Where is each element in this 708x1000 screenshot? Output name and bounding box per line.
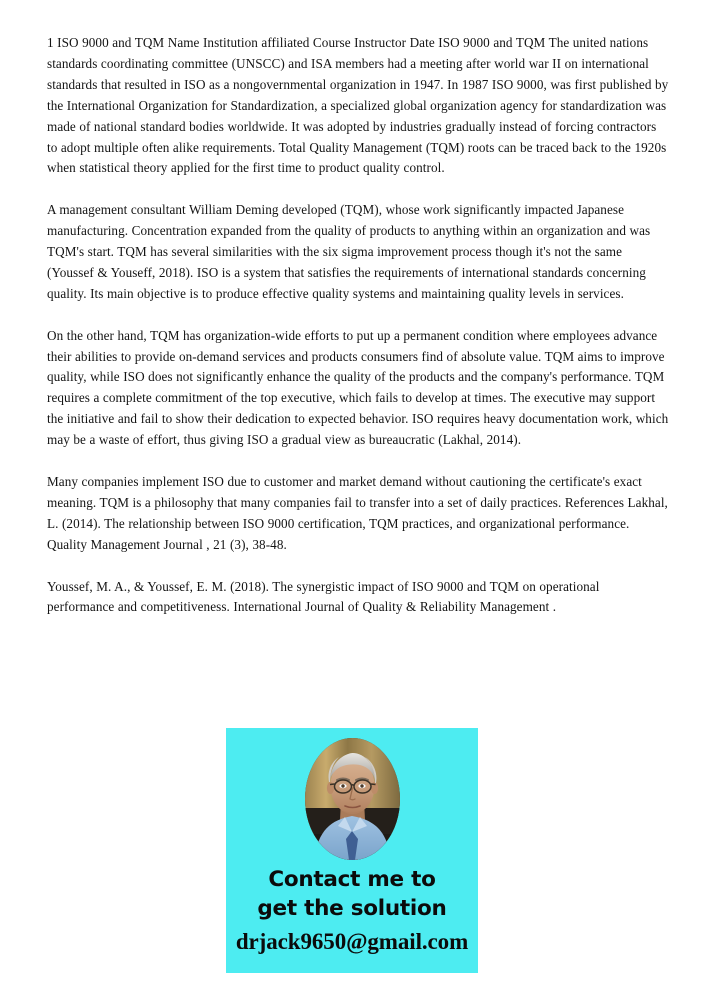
promo-headline-line-1: Contact me to [268, 867, 436, 892]
portrait-photo-icon [305, 738, 400, 860]
paragraph-deming-tqm: A management consultant William Deming developed (TQM), whose work significantly impacted Japanese manufacturing. Concentration expanded from the quality of products to anything within an organization and was TQM's start. TQM has several similarities with the six sigma improvement process though it's not the same (Youssef & Youseff, 2018). ISO is a system that satisfies the requirements of international standards concerning quality. Its main objective is to produce effective quality systems and maintaining quality levels in services. [47, 202, 651, 301]
promo-headline-line-2: get the solution [257, 896, 447, 921]
document-text-body [47, 33, 669, 618]
paragraph-intro: 1 ISO 9000 and TQM Name Institution affiliated Course Instructor Date ISO 9000 and TQM The united nations standards coordinating committee (UNSCC) and ISA members had a meeting after world war II on international standards that resulted in ISO as a nongovernmental organization in 1947. In 1987 ISO 9000, was first published by the International Organization for Standardization, a specialized global organization agency for standardization was made of national standard bodies worldwide. It was adopted by industries gradually instead of forcing contractors to adopt multiple often alike requirements. Total Quality Management (TQM) roots can be traced back to the 1920s when statistical theory applied for the first time to product quality control. [47, 35, 669, 176]
avatar [305, 738, 400, 860]
paragraph-references-youssef: Youssef, M. A., & Youssef, E. M. (2018). The synergistic impact of ISO 9000 and TQM on operational performance and competitiveness. International Journal of Quality & Reliability Management . [47, 578, 600, 615]
promo-contact-card [226, 728, 478, 973]
paragraph-tqm-vs-iso: On the other hand, TQM has organization-wide efforts to put up a permanent condition where employees advance their abilities to provide on-demand services and products consumers find of absolute value. TQM aims to improve quality, while ISO does not significantly enhance the quality of the products and the company's performance. TQM requires a complete commitment of the top executive, which fails to develop at times. The executive may support the initiative and fail to show their dedication to expected behavior. ISO requires heavy documentation work, which may be a waste of effort, thus giving ISO a gradual view as bureaucratic (Lakhal, 2014). [47, 327, 669, 448]
promo-email-address[interactable]: drjack9650@gmail.com [235, 929, 469, 954]
paragraph-references-lakhal: Many companies implement ISO due to customer and market demand without cautioning the certificate's exact meaning. TQM is a philosophy that many companies fail to transfer into a set of daily practices. References Lakhal, L. (2014). The relationship between ISO 9000 certification, TQM practices, and organizational performance. Quality Management Journal , 21 (3), 38-48. [47, 473, 668, 552]
